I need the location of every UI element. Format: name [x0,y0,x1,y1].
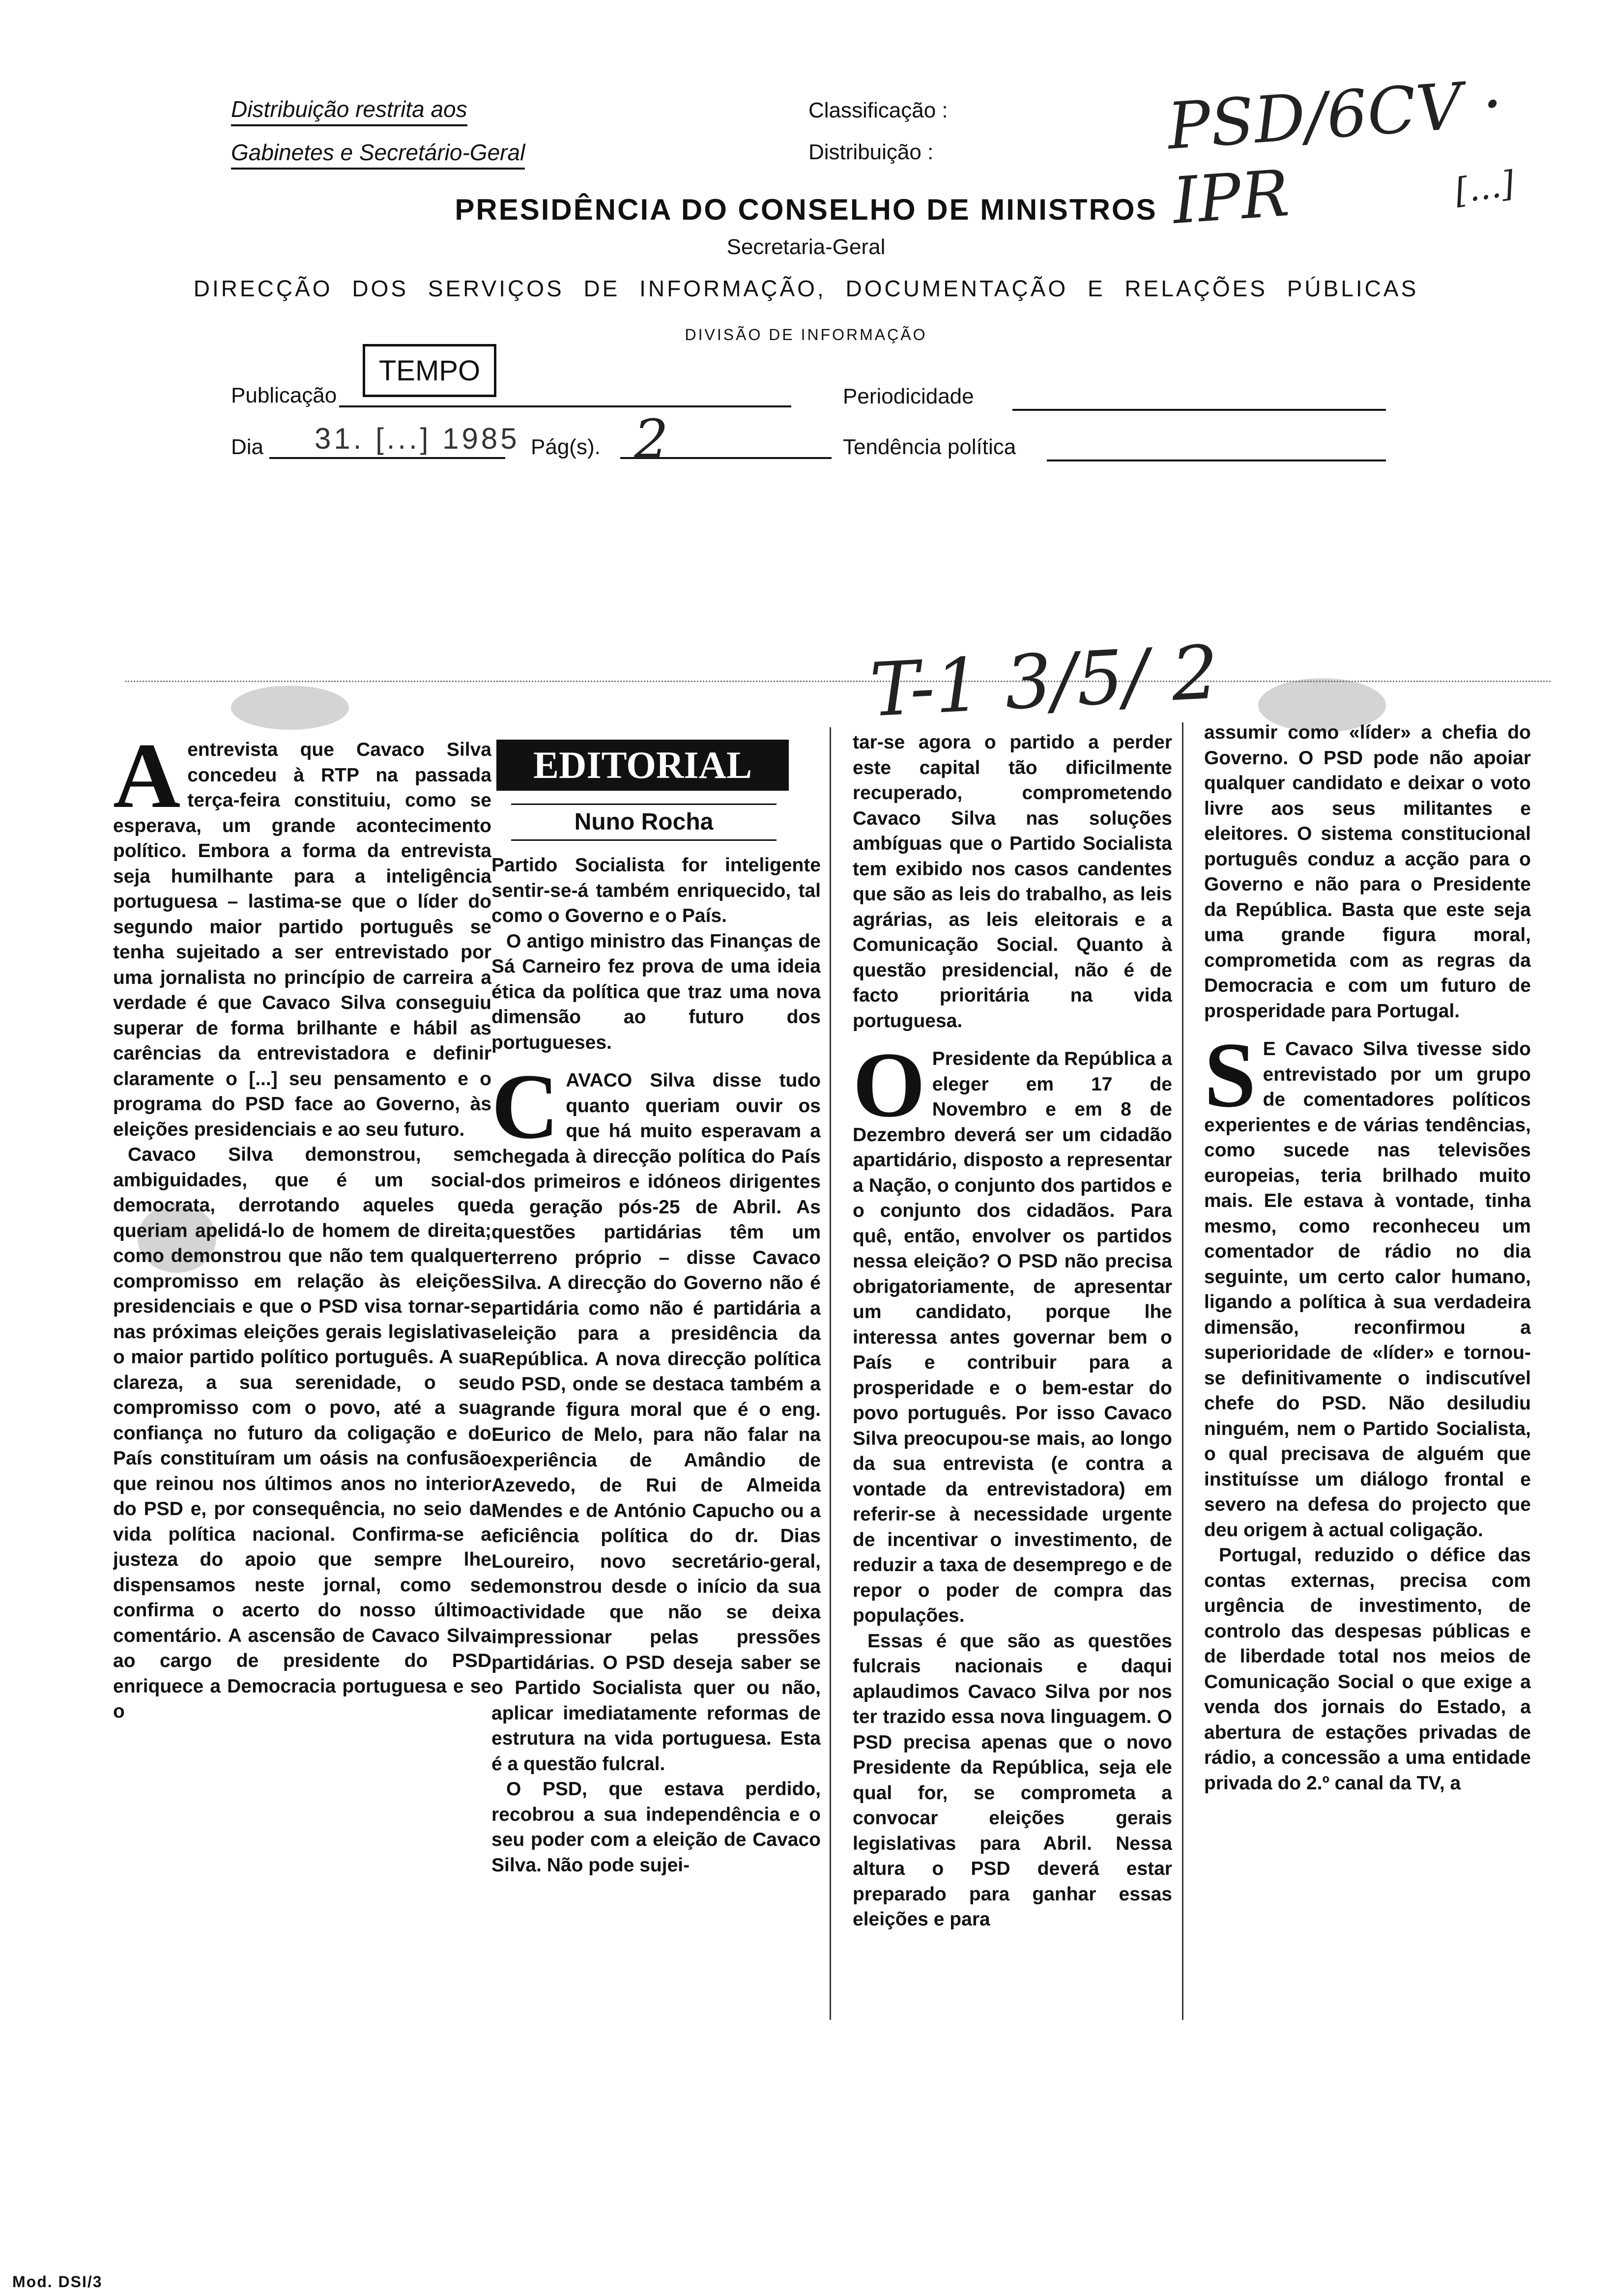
distribution-line-1: Distribuição restrita aos [231,96,467,126]
handwritten-note: [...] [1452,163,1517,212]
classificacao-label: Classificação : [808,98,948,122]
author-byline: Nuno Rocha [511,804,777,841]
column-rule [830,727,831,2020]
article-column-4 [1204,720,1531,2025]
article-column-2 [491,853,821,2025]
periodicidade-line [1012,409,1386,411]
dropcap-o: O [853,1033,925,1137]
dia-stamp: 31. [...] 1985 [315,422,520,455]
page-title: PRESIDÊNCIA DO CONSELHO DE MINISTROS [455,193,1157,226]
article-column-1 [113,737,491,2025]
col2-paragraph-3: AVACO Silva disse tudo quanto queriam ouvir os que há muito esperavam a chegada à direcção política do País dos primeiros e idóneos dirigentes da geração pós-25 de Abril. As questões partidárias têm um terreno próprio – disse Cavaco Silva. A direcção do Governo não é partidária como não é partidária a eleição para a presidência da República. A nova direcção política do PSD, onde se destaca também a grande figura moral que é o eng. Eurico de Melo, para não falar na experiência de Amândio de Azevedo, de Rui de Almeida Mendes e de António Capucho ou a eficiência política do dr. Dias Loureiro, novo secretário-geral, demonstrou desde o início da sua actividade que não se deixa impressionar pelas pressões partidárias. O PSD deseja saber se o Partido Socialista quer ou não, aplicar imediatamente reformas de estrutura na vida portuguesa. Esta é a questão fulcral. [491,1070,821,1775]
publicacao-label: Publicação [231,383,337,407]
column-rule [1182,722,1183,2020]
direction-title: DIRECÇÃO DOS SERVIÇOS DE INFORMAÇÃO, DOCUMENTAÇÃO E RELAÇÕES PÚBLICAS [193,276,1419,301]
col4-paragraph-1: assumir como «líder» a chefia do Governo. O PSD pode não apoiar qualquer candidato e deixar o voto livre aos seus militantes e eleitores. O sistema constitucional português conduz a acção para o Governo e não para o Presidente da República. Basta que este seja uma grande figura moral, comprometida com as regras da Democracia e com um futuro de prosperidade para Portugal. [1204,722,1531,1022]
publicacao-line [339,405,791,407]
col4-paragraph-3: Portugal, reduzido o défice das contas externas, precisa com urgência de investimento, de controlo das despesas públicas e de liberdade total nos meios de Comunicação Social o que exige a venda dos jornais do Estado, a abertura de estações privadas de rádio, a concessão a uma entidade privada do 2.º canal da TV, a [1204,1545,1531,1794]
tendencia-line [1047,459,1386,461]
tendencia-label: Tendência política [843,435,1016,459]
dia-label: Dia [231,435,264,459]
editorial-heading: EDITORIAL [496,740,789,791]
dropcap-c: C [491,1055,559,1158]
dia-line [269,457,505,459]
col2-paragraph-4: O PSD, que estava perdido, recobrou a sua independência e o seu poder com a eleição de Cavaco Silva. Não pode sujei- [491,1779,821,1876]
smudge [231,686,349,730]
division-title: DIVISÃO DE INFORMAÇÃO [685,326,927,344]
publicacao-stamp: TEMPO [363,344,496,397]
distribution-line-2: Gabinetes e Secretário-Geral [231,139,525,170]
form-code: Mod. DSI/3 [12,2273,103,2291]
col1-paragraph-1: entrevista que Cavaco Silva concedeu à RTP na passada terça-feira constituiu, como se esperava, um grande acontecimento político. Embora a forma da entrevista seja humilhante para a inteligência portuguesa – lastima-se que o líder do segundo maior partido português se tenha sujeitado a ser entrevistado por uma jornalista no princípio de carreira a verdade é que Cavaco Silva conseguiu superar de forma brilhante e hábil as carências da entrevistadora e definir claramente o [...] seu pensamento e o programa do PSD face ao Governo, às eleições presidenciais e ao seu futuro. [113,739,491,1140]
handwritten-reference: PSD/6CV · IPR [1165,66,1505,239]
col3-paragraph-1: tar-se agora o partido a perder este capital tão dificilmente recuperado, comprometendo Cavaco Silva nas soluções ambíguas que o Partido Socialista tem exibido nos casos candentes que são as leis do trabalho, as leis agrárias, as leis eleitorais e a Comunicação Social. Quanto à questão presidencial, não é de facto prioritária na vida portuguesa. [853,732,1172,1032]
pags-label: Pág(s). [531,435,601,459]
page-subtitle: Secretaria-Geral [726,235,886,259]
col3-paragraph-2: Presidente da República a eleger em 17 de Novembro e em 8 de Dezembro deverá ser um cidadão apartidário, disposto a representar a Nação, o conjunto dos partidos e o conjunto dos cidadãos. Para quê, então, envolver os partidos nessa eleição? O PSD não precisa obrigatoriamente, de apresentar um candidato, porque lhe interessa antes governar bem o País e contribuir para a prosperidade e o bem-estar do povo português. Por isso Cavaco Silva preocupou-se mais, ao longo da sua entrevista (e contra a vontade da entrevistadora) em referir-se à necessidade urgente de incentivar o investimento, de reduzir a taxa de desemprego e de repor o poder de compra das populações. [853,1048,1172,1626]
periodicidade-label: Periodicidade [843,384,974,408]
pags-value: 2 [634,408,668,471]
col4-paragraph-2: E Cavaco Silva tivesse sido entrevistado por um grupo de comentadores políticos experientes e de várias tendências, como sucede nas televisões europeias, teria brilhado muito mais. Ele estava à vontade, tinha mesmo, como reconheceu um comentador de rádio no dia seguinte, um certo calor humano, ligando a política à sua verdadeira dimensão, reconfirmou a superioridade de «líder» e tornou-se definitivamente o indiscutível chefe do PSD. Não desiludiu ninguém, nem o Partido Socialista, o qual precisava de alguém que instituísse um diálogo frontal e severo na defesa do projecto que deu origem à actual coligação. [1204,1038,1531,1541]
distribuicao-label: Distribuição : [808,140,934,164]
dropcap-s: S [1204,1024,1256,1127]
dropcap-a: A [113,737,181,828]
col2-paragraph-2: O antigo ministro das Finanças de Sá Carneiro fez prova de uma ideia ética da política que traz uma nova dimensão ao futuro dos portugueses. [491,930,821,1053]
col3-paragraph-3: Essas é que são as questões fulcrais nacionais e daqui aplaudimos Cavaco Silva por nos ter trazido essa nova linguagem. O PSD precisa apenas que o novo Presidente da República, seja ele qual for, se comprometa a convocar eleições gerais legislativas para Abril. Nessa altura o PSD deverá estar preparado para ganhar essas eleições e para [853,1630,1172,1930]
article-column-3 [853,730,1172,2025]
handwritten-clip-mark: T-1 3/5/ 2 [867,630,1221,734]
col2-paragraph-1: Partido Socialista for inteligente sentir-se-á também enriquecido, tal como o Governo e o País. [491,855,821,926]
col1-paragraph-2: Cavaco Silva demonstrou, sem ambiguidades, que é um social-democrata, derrotando aqueles que queriam apelidá-lo de homem de direita; como demonstrou que não tem qualquer compromisso em relação às eleições presidenciais e que o PSD visa tornar-se nas próximas eleições gerais legislativas o maior partido político português. A sua clareza, a sua serenidade, o seu compromisso com o povo, até a sua confiança no futuro da coligação e do País constituíram um oásis na confusão que reinou nos últimos anos no interior do PSD e, por consequência, no seio da vida política nacional. Confirma-se a justeza do apoio que sempre lhe dispensamos neste jornal, como se confirma o acerto do nosso último comentário. A ascensão de Cavaco Silva ao cargo de presidente do PSD enriquece a Democracia portuguesa e se o [113,1144,491,1722]
